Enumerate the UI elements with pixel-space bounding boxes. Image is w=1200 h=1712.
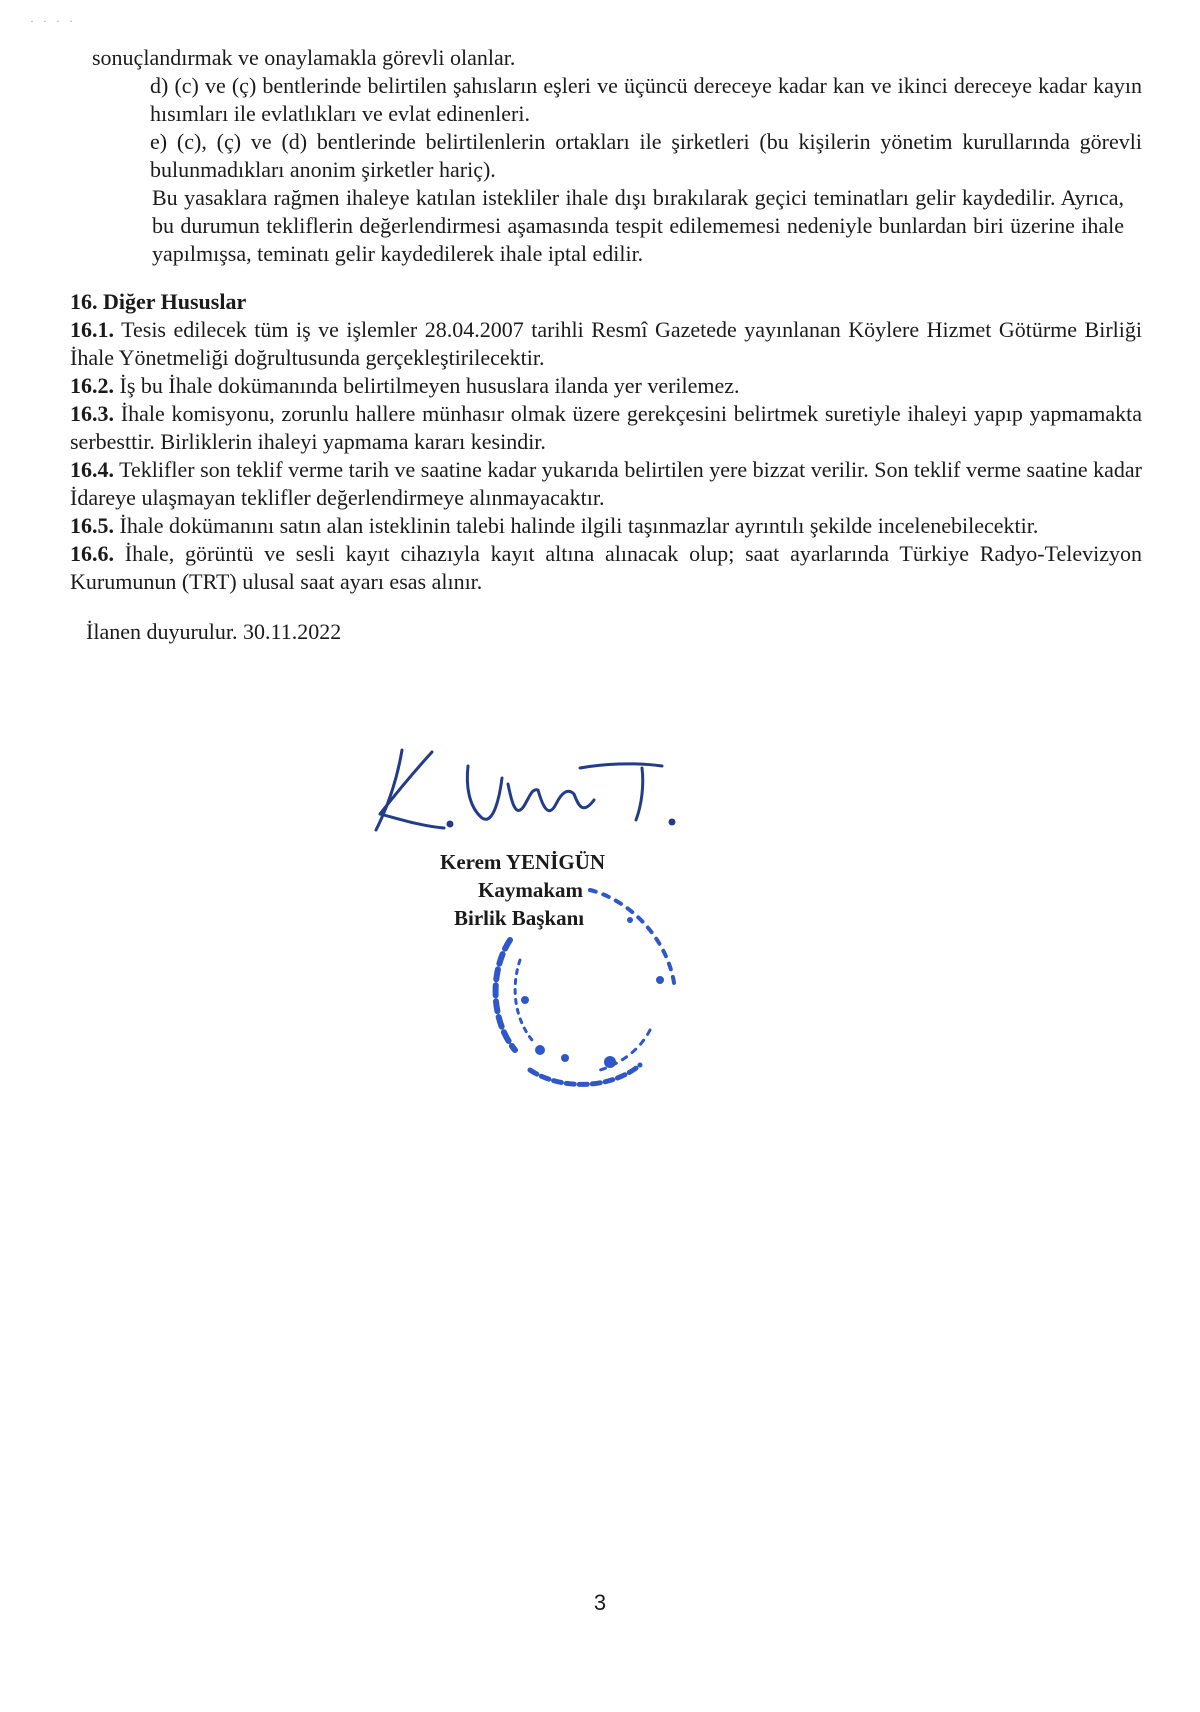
item-number: 16.1. xyxy=(70,317,114,342)
closing-line: İlanen duyurulur. 30.11.2022 xyxy=(86,619,342,644)
scan-artifact-marks: · · · · xyxy=(30,14,76,28)
page-number: 3 xyxy=(593,1590,607,1615)
item-text: İhale komisyonu, zorunlu hallere münhasır olmak üzere gerekçesini belirtmek suretiyle ihaleyi yapıp yapmamakta serbesttir. Birliklerin ihaleyi yapmama kararı kesindir. xyxy=(70,401,1143,454)
signatory-block xyxy=(440,848,700,932)
handwritten-signature xyxy=(372,744,682,844)
item-text: İhale dokümanını satın alan isteklinin talebi halinde ilgili taşınmazlar ayrıntılı şekilde incelenebilecektir. xyxy=(119,513,1039,538)
document-body xyxy=(70,44,1143,646)
item-text: İhale, görüntü ve sesli kayıt cihazıyla kayıt altına alınacak olup; saat ayarlarında Türkiye Radyo-Televizyon Kurumunun (TRT) ulusal saat ayarı esas alınır. xyxy=(70,541,1142,594)
paragraph-d-clause: d) (c) ve (ç) bentlerinde belirtilen şahısların eşleri ve üçüncü dereceye kadar kan ve ikinci dereceye kadar kayın hısımları ile evlatlıkları ve evlat edinenleri. xyxy=(150,73,1142,126)
signatory-title: Kaymakam xyxy=(478,878,583,902)
section-item-16-4 xyxy=(70,456,1142,512)
section-item-16-5 xyxy=(70,512,1142,540)
item-number: 16.5. xyxy=(70,513,114,538)
section-item-16-3 xyxy=(70,400,1142,456)
item-text: Teklifler son teklif verme tarih ve saatine kadar yukarıda belirtilen yere bizzat verilir. Son teklif verme saatine kadar İdareye ulaşmayan teklifler değerlendirmeye alınmayacaktır. xyxy=(70,457,1142,510)
section-item-16-6 xyxy=(70,540,1142,596)
section-item-16-2 xyxy=(70,372,1142,400)
item-number: 16.2. xyxy=(70,373,114,398)
item-text: İş bu İhale dokümanında belirtilmeyen hususlara ilanda yer verilemez. xyxy=(119,373,740,398)
section-item-16-1 xyxy=(70,316,1142,372)
section-title: 16. Diğer Hususlar xyxy=(70,289,247,314)
paragraph-prohibition-note: Bu yasaklara rağmen ihaleye katılan istekliler ihale dışı bırakılarak geçici teminatları gelir kaydedilir. Ayrıca, bu durumun tekliflerin değerlendirmesi aşamasında tespit edilememesi nedeniyle bunlardan biri üzerine ihale yapılmışsa, teminatı gelir kaydedilerek ihale iptal edilir. xyxy=(152,185,1124,266)
paragraph-e-clause: e) (c), (ç) ve (d) bentlerinde belirtilenlerin ortakları ile şirketleri (bu kişilerin yönetim kurullarında görevli bulunmadıkları anonim şirketler hariç). xyxy=(150,129,1142,182)
item-number: 16.6. xyxy=(70,541,114,566)
signatory-name: Kerem YENİGÜN xyxy=(440,850,606,874)
item-number: 16.3. xyxy=(70,401,114,426)
item-text: Tesis edilecek tüm iş ve işlemler 28.04.2007 tarihli Resmî Gazetede yayınlanan Köylere Hizmet Götürme Birliği İhale Yönetmeliği doğrultusunda gerçekleştirilecektir. xyxy=(70,317,1142,370)
item-number: 16.4. xyxy=(70,457,114,482)
signatory-role: Birlik Başkanı xyxy=(454,906,585,930)
paragraph-continuation: sonuçlandırmak ve onaylamakla görevli olanlar. xyxy=(92,45,516,70)
